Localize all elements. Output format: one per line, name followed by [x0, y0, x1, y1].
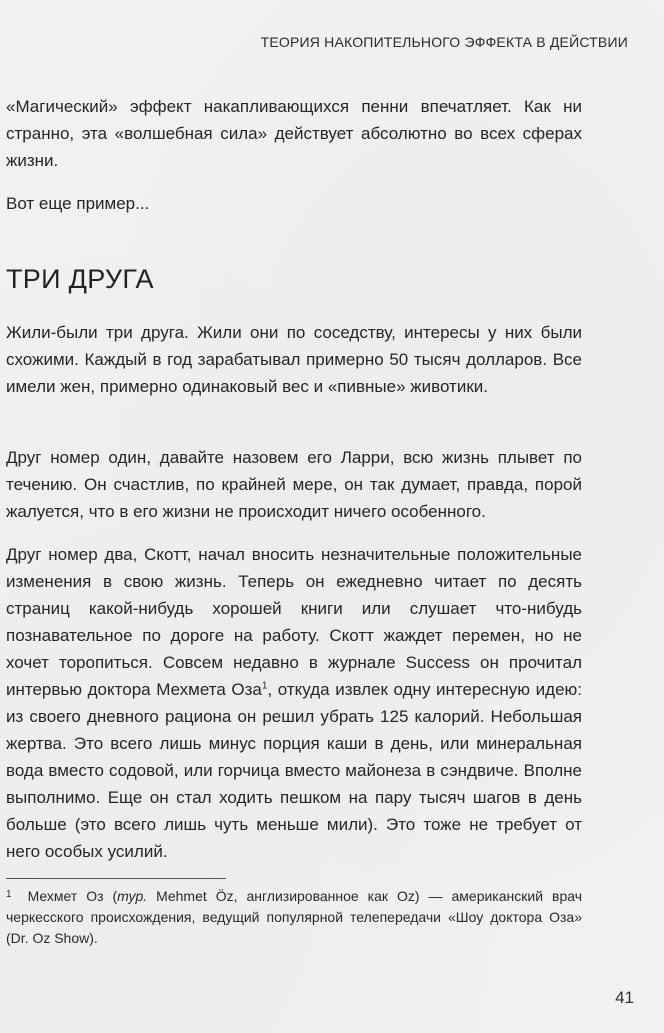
footnote-divider [6, 878, 226, 879]
scott-paragraph-part-1: Друг номер два, Скотт, начал вносить незначительные положительные изменения в свою жизнь. Теперь он ежедневно читает по десять страниц какой-нибудь хорошей книги или слушает что-нибудь познавательное по дороге на работу. Скотт жаждет перемен, но не хочет торопиться. Совсем недавно в журнале Success он прочитал интервью доктора Мехмета Оза [6, 545, 582, 699]
footnote-mark: 1 [6, 889, 12, 900]
footnote [6, 886, 582, 949]
scott-paragraph-part-2: , откуда извлек одну интересную идею: из своего дневного рациона он решил убрать 125 калорий. Небольшая жертва. Это всего лишь минус порция каши в день, или минеральная вода вместо содовой, или горчица вместо майонеза в сэндвиче. Вполне выполнимо. Еще он стал ходить пешком на пару тысяч шагов в день больше (это всего лишь чуть меньше мили). Это тоже не требует от него особых усилий. [6, 680, 582, 861]
intro-paragraph: «Магический» эффект накапливающихся пенни впечатляет. Как ни странно, эта «волшебная сила» действует абсолютно во всех сферах жизни. [6, 97, 582, 170]
larry-paragraph: Друг номер один, давайте назовем его Ларри, всю жизнь плывет по течению. Он счастлив, по крайней мере, он так думает, правда, порой жалуется, что в его жизни не происходит ничего особенного. [6, 448, 582, 521]
footnote-text-b: Mehmet Öz, англизированное как Oz) — американский врач черкесского происхождения, ведущий популярной телепередачи «Шоу доктора Оза» (Dr. Oz Show). [6, 888, 582, 946]
running-header: ТЕОРИЯ НАКОПИТЕЛЬНОГО ЭФФЕКТА В ДЕЙСТВИИ [260, 34, 628, 50]
page-number: 41 [615, 988, 634, 1007]
section-heading: ТРИ ДРУГА [6, 264, 154, 294]
three-friends-paragraph: Жили-были три друга. Жили они по соседству, интересы у них были схожими. Каждый в год зарабатывал примерно 50 тысяч долларов. Все имели жен, примерно одинаковый вес и «пивные» животики. [6, 323, 582, 396]
example-line: Вот еще пример... [6, 194, 150, 213]
footnote-reference[interactable]: 1 [261, 680, 268, 692]
scott-paragraph [6, 541, 582, 865]
footnote-text-italic: тур. [117, 888, 148, 904]
footnote-text-a: Мехмет Оз ( [27, 888, 118, 904]
